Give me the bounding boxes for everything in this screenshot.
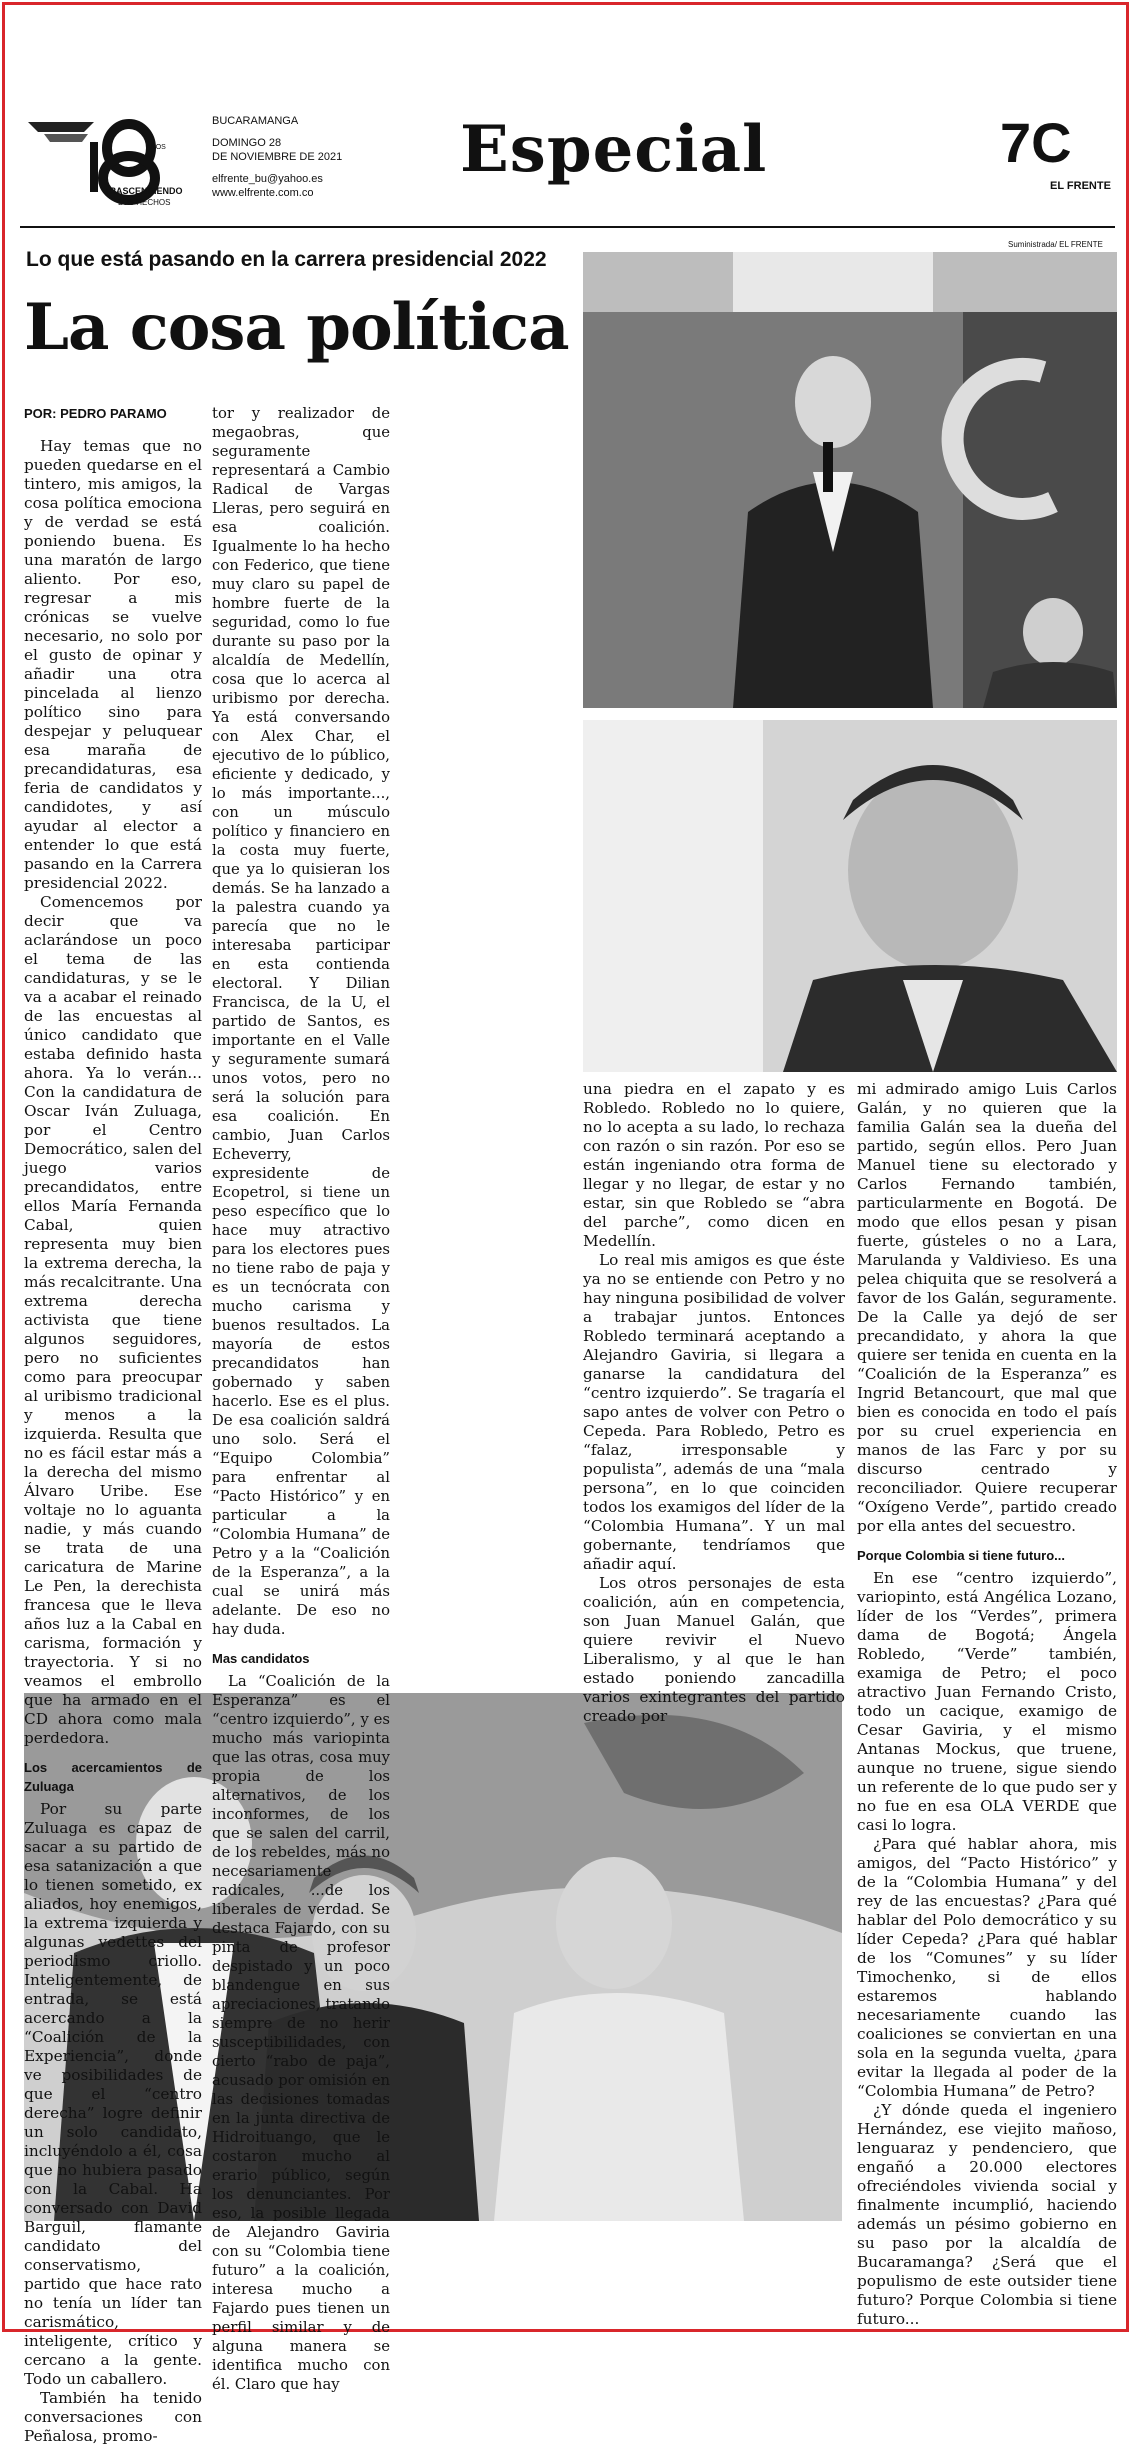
masthead-website: www.elfrente.com.co	[212, 187, 314, 199]
article-paragraph: En ese “centro izquierdo”, variopinto, está Angélica Lozano, líder de los “Verdes”, primera dama de Bogotá; Ángela Robledo, “Verde” también, examiga de Petro; el poco atractivo Juan Fernando Cristo, todo un cacique, examigo de Cesar Gaviria, y el mismo Antanas Mockus, que truene, aunque no truene, sigue siendo un referente de lo que pudo ser y no fue en esa OLA VERDE que casi lo logra.	[857, 1569, 1117, 1834]
page-brand: EL FRENTE	[1050, 180, 1111, 192]
header-rule	[20, 226, 1115, 228]
article-paragraph: La “Coalición de la Esperanza” es el “centro izquierdo”, y es mucho más variopinta que las otras, cosa muy propia de los alternativos, de los inconformes, de los que se salen del carril, de los rebeldes, más no necesariamente radicales, ...de los liberales de verdad. Se destaca Fajardo, con su pinta de profesor despistado y un poco blandengue en sus apreciaciones, tratando siempre de no herir susceptibilidades, con cierto “rabo de paja”, acusado por omisión en las decisiones tomadas en la junta directiva de Hidroituango, que le costaron mucho al erario público, según los denunciantes. Por eso, la posible llegada de Alejandro Gaviria con su “Colombia tiene futuro” a la coalición, interesa mucho a Fajardo pues tienen un perfil similar y de alguna manera se identifica mucho con él. Claro que hay	[212, 1673, 390, 2393]
masthead-city: BUCARAMANGA	[212, 115, 299, 127]
article-paragraph: mi admirado amigo Luis Carlos Galán, y no quieren que la familia Galán sea la dueña del partido, según ellos. Pero Juan Manuel tiene su electorado y Carlos Fernando también, particularmente en Bogotá. De modo que ellos pesan y pisan fuerte, gústeles o no a Lara, Marulanda y Valdivieso. Es una pelea chiquita que se resolverá a favor de los Galán, seguramente. De la Calle ya dejó de ser precandidato, y ahora la que quiere ser tenida en cuenta en la “Coalición de la Esperanza” es Ingrid Betancourt, que mal que bien es conocida en todo el país por su cruel experiencia en manos de las Farc y por su discurso centrado y reconciliador. Quiere recuperar “Oxígeno Verde”, partido creado por ella antes del secuestro.	[857, 1080, 1117, 1535]
logo-tagline-1: TRASCENDIENDO	[104, 186, 183, 196]
article-paragraph: Por su parte Zuluaga es capaz de sacar a su partido de esa satanización a que lo tienen sometido, ex aliados, hoy enemigos, la extrema izquierda y algunas vedettes del periodismo criollo. Inteligentemente, de entrada, se está acercando a la “Coalición de la Experiencia”, donde ve posibilidades de que el “centro derecha” logre definir un solo candidato, incluyéndolo a él, cosa que no hubiera pasado con la Cabal. Ha conversado con David Barguil, flamante candidato del conservatismo, partido que hace rato no tenía un líder tan carismático, inteligente, crítico y cercano a la gente. Todo un caballero.	[24, 1800, 202, 2388]
article-subhead: Mas candidatos	[212, 1651, 310, 1666]
page-number: 7C	[1000, 111, 1072, 174]
masthead-date-2: DE NOVIEMBRE DE 2021	[212, 151, 343, 163]
article-paragraph: Los otros personajes de esta coalición, aún en competencia, son Juan Manuel Galán, que quiere revivir el Nuevo Liberalismo, y al que le han estado poniendo zancadilla varios exintegrantes del partido creado por	[583, 1574, 845, 1725]
article-paragraph: tor y realizador de megaobras, que seguramente representará a Cambio Radical de Vargas Lleras, pero seguirá en esa coalición. Igualmente lo ha hecho con Federico, que tiene muy claro su papel de hombre fuerte de la seguridad, como lo fue durante su paso por la alcaldía de Medellín, cosa que lo acerca al uribismo por derecha. Ya está conversando con Alex Char, el ejecutivo de lo público, eficiente y dedicado, y lo más importante..., con un músculo político y financiero en la costa muy fuerte, que ya lo quisieran los demás. Se ha lanzado a la palestra cuando ya parecía que no le interesaba participar en esta contienda electoral. Y Dilian Francisca, de la U, el partido de Santos, es importante en el Valle y seguramente sumará unos votos, pero no será la solución para esa coalición. En cambio, Juan Carlos Echeverry, expresidente de Ecopetrol, si tiene un peso específico que lo hace muy atractivo para los electores pues no tiene rabo de paja y es un tecnócrata con mucho carisma y buenos resultados. La mayoría de estos precandidatos han gobernado y saben hacerlo. Ese es el plus. De esa coalición saldrá uno solo. Será el “Equipo Colombia” para enfrentar al “Pacto Histórico” y en particular a la “Colombia Humana” de Petro y a la “Coalición de la Esperanza”, a la cual se unirá más adelante. De eso no hay duda.	[212, 405, 390, 1638]
masthead-info	[212, 114, 382, 200]
article-column-3	[583, 1080, 845, 1726]
article-column-2	[212, 404, 390, 2394]
article-paragraph: También ha tenido conversaciones con Peñalosa, promo-	[24, 2389, 202, 2445]
article-column-4	[857, 1080, 1117, 2329]
article-subhead: Los acercamientos de Zuluaga	[24, 1760, 202, 1794]
article-headline: La cosa política	[24, 290, 569, 365]
masthead-email: elfrente_bu@yahoo.es	[212, 173, 323, 185]
photo-candidate-portrait	[583, 720, 1117, 1072]
photo-speaker-microphone	[583, 252, 1117, 708]
article-paragraph: Hay temas que no pueden quedarse en el tintero, mis amigos, la cosa política emociona y de verdad se está poniendo buena. Es una maratón de largo aliento. Por eso, regresar a mis crónicas se vuelve necesario, no solo por el gusto de opinar y añadir una otra pincelada al lienzo político sino para despejar y peluquear esa maraña de precandidaturas, esa feria de candidatos y candidotes, y así ayudar al elector a entender lo que está pasando en la Carrera presidencial 2022.	[24, 437, 202, 892]
article-paragraph: ¿Para qué hablar ahora, mis amigos, del “Pacto Histórico” y de la “Colombia Humana” y del rey de las encuestas? ¿Para qué hablar del Polo democrático y su líder Cepeda? ¿Para qué hablar de los “Comunes” y su líder Timochenko, si de ellos estaremos hablando necesariamente cuando las coaliciones se conviertan en una sola en la segunda vuelta, ¿para evitar la llegada al poder de la “Colombia Humana” de Petro?	[857, 1835, 1117, 2100]
article-byline: POR: PEDRO PARAMO	[24, 406, 167, 421]
newspaper-logo	[24, 118, 194, 210]
logo-tagline-2: LOS HECHOS	[118, 198, 171, 207]
logo-years-label: AÑOS	[146, 144, 166, 151]
article-paragraph: Lo real mis amigos es que éste ya no se entiende con Petro y no hay ninguna posibilidad de volver a trabajar juntos. Entonces Robledo terminará aceptando a Alejandro Gaviria, si llegara a ganarse la candidatura del “centro izquierdo”. Se tragaría el sapo antes de volver con Petro o Cepeda. Para Robledo, Petro es “falaz, irresponsable y populista”, además de una “mala persona”, en lo que coinciden todos los examigos del líder de la “Colombia Humana”. Y un mal gobernante, tendríamos que añadir aquí.	[583, 1251, 845, 1573]
article-paragraph: una piedra en el zapato y es Robledo. Robledo no lo quiere, no lo acepta a su lado, lo rechaza con razón o sin razón. Por eso se están ingeniando otra forma de llegar y no llegar, de estar y no estar, sin que Robledo se “abra del parche”, como dicen en Medellín.	[583, 1080, 845, 1250]
photo-credit: Suministrada/ EL FRENTE	[1008, 240, 1103, 249]
masthead-date-1: DOMINGO 28	[212, 137, 282, 149]
article-subhead: Porque Colombia si tiene futuro...	[857, 1548, 1066, 1563]
section-title: Especial	[460, 112, 768, 187]
article-paragraph: ¿Y dónde queda el ingeniero Hernández, ese viejito mañoso, lenguaraz y pendenciero, que engañó a 20.000 electores ofreciéndoles vivienda social y finalmente incumplió, haciendo además un pésimo gobierno en su paso por la alcaldía de Bucaramanga? ¿Será que el populismo de este outsider tiene futuro? Porque Colombia si tiene futuro...	[857, 2101, 1117, 2328]
article-paragraph: Comencemos por decir que va aclarándose un poco el tema de las candidaturas, y se le va a acabar el reinado de las encuestas al único candidato que estaba definido hasta ahora. Ya lo verán... Con la candidatura de Oscar Iván Zuluaga, por el Centro Democrático, salen del juego varios precandidatos, entre ellos María Fernanda Cabal, quien representa muy bien la extrema derecha, la más recalcitrante. Una extrema derecha activista que tiene algunos seguidores, pero no suficientes como para preocupar al uribismo tradicional y menos a la izquierda. Resulta que no es fácil estar más a la derecha del mismo Álvaro Uribe. Ese voltaje no lo aguanta nadie, y más cuando se trata de una caricatura de Marine Le Pen, la derechista francesa que le lleva años luz a la Cabal en carisma, formación y trayectoria. Y si no veamos el embrollo que ha armado en el CD ahora como mala perdedora.	[24, 893, 202, 1747]
article-column-1	[24, 404, 202, 2446]
article-kicker: Lo que está pasando en la carrera presidencial 2022	[26, 248, 547, 271]
